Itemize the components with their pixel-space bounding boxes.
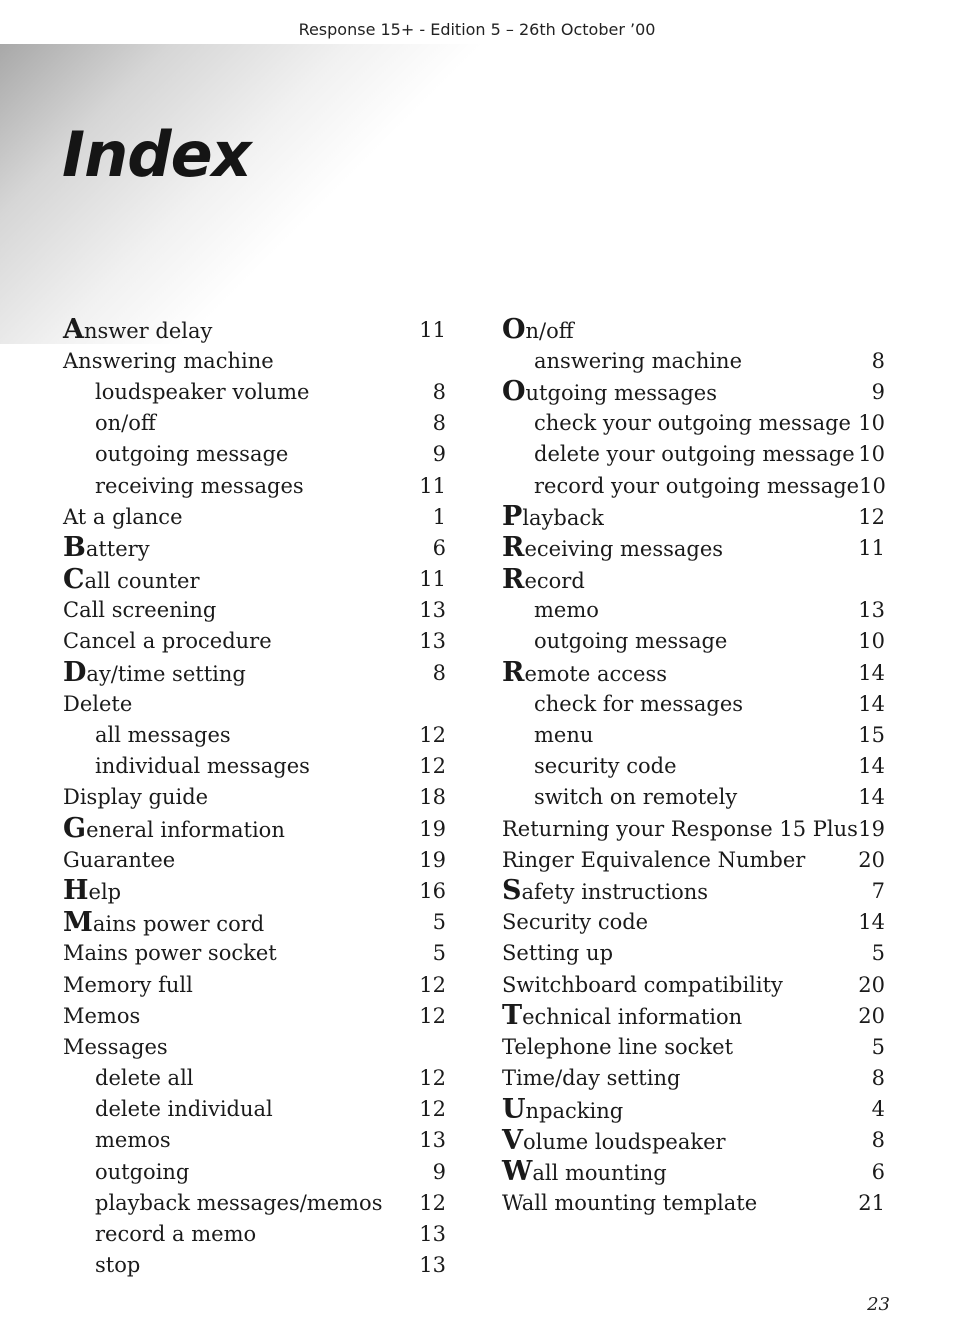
index-entry (502, 1063, 885, 1094)
initial-letter: A (63, 314, 84, 346)
index-entry-text: security code (534, 754, 677, 779)
index-entry (502, 844, 885, 875)
index-entry (502, 595, 885, 626)
index-entry-text: Guarantee (63, 847, 176, 872)
index-entry (63, 657, 446, 688)
index-entry-term (63, 692, 132, 716)
index-entry-text: utgoing messages (525, 381, 718, 406)
index-entry (63, 938, 446, 969)
index-entry-term (63, 474, 304, 498)
index-entry-term (63, 875, 122, 907)
index-entry-page: 19 (419, 847, 446, 872)
index-entry (502, 564, 885, 595)
index-entry-term (63, 848, 175, 872)
index-entry (502, 470, 885, 501)
index-entry-text: receiving messages (95, 473, 304, 498)
index-entry-term (502, 1035, 733, 1059)
index-entry-term (63, 941, 277, 965)
index-entry-term (502, 314, 574, 346)
index-entry-page: 11 (419, 317, 446, 342)
index-entry-text: Ringer Equivalence Number (502, 847, 806, 872)
index-entry (63, 501, 446, 532)
index-entry-text: ecord (524, 568, 585, 593)
index-entry-page: 10 (858, 629, 885, 654)
index-entry-page: 18 (419, 785, 446, 810)
index-entry-text: Telephone line socket (502, 1034, 734, 1059)
index-entry-term (502, 563, 585, 595)
index-entry-term (63, 813, 285, 845)
index-entry (63, 1187, 446, 1218)
index-entry-term (63, 1253, 140, 1277)
index-entry-text: outgoing message (534, 629, 728, 654)
index-entry-page: 14 (858, 785, 885, 810)
initial-letter: T (502, 1000, 523, 1032)
index-entry (63, 782, 446, 813)
index-entry-page: 5 (432, 910, 446, 935)
index-entry (502, 938, 885, 969)
index-entry-text: memo (534, 598, 599, 623)
index-column-right (502, 314, 885, 1218)
index-entry-page: 13 (419, 1222, 446, 1247)
running-header: Response 15+ - Edition 5 – 26th October ’00 (298, 20, 656, 39)
index-entry-text: Call screening (63, 598, 217, 623)
index-entry-text: outgoing (95, 1159, 190, 1184)
index-entry-page: 9 (871, 379, 885, 404)
index-entry-text: eneral information (86, 818, 285, 843)
corner-gradient (0, 44, 480, 344)
initial-letter: H (63, 875, 89, 907)
index-entry (502, 1125, 885, 1156)
index-entry (502, 1031, 885, 1062)
index-entry-term (63, 629, 272, 653)
index-entry (63, 1000, 446, 1031)
index-entry (63, 1125, 446, 1156)
index-entry-text: layback (522, 506, 604, 531)
index-entry-page: 8 (432, 379, 446, 404)
index-entry-term (502, 532, 724, 564)
index-entry (63, 408, 446, 439)
index-entry-page: 13 (419, 1128, 446, 1153)
index-entry (63, 1094, 446, 1125)
index-entry (63, 439, 446, 470)
index-entry-term (502, 501, 604, 533)
index-entry (502, 719, 885, 750)
index-entry-text: delete all (95, 1066, 194, 1091)
index-entry-term (502, 1093, 624, 1125)
index-entry-term (63, 349, 274, 373)
index-entry (502, 501, 885, 532)
index-entry-text: Returning your Response 15 Plus (502, 816, 858, 841)
index-entry (502, 969, 885, 1000)
index-entry-text: olume loudspeaker (522, 1129, 726, 1154)
index-entry-page: 19 (858, 816, 885, 841)
index-entry-text: n/off (525, 319, 574, 344)
index-entry-term (63, 442, 288, 466)
index-entry-text: all mounting (532, 1161, 667, 1186)
index-entry-page: 12 (419, 972, 446, 997)
index-entry-term (63, 598, 216, 622)
index-entry-page: 12 (419, 1066, 446, 1091)
index-entry (63, 813, 446, 844)
index-entry-page: 5 (432, 941, 446, 966)
index-entry (502, 1187, 885, 1218)
index-entry (502, 782, 885, 813)
index-entry-text: Setting up (502, 941, 614, 966)
index-entry (63, 969, 446, 1000)
index-entry-text: all counter (84, 568, 200, 593)
index-entry-term (502, 411, 851, 435)
index-entry-term (63, 380, 309, 404)
index-entry-page: 9 (432, 442, 446, 467)
index-entry-page: 14 (858, 754, 885, 779)
initial-letter: C (63, 563, 85, 595)
index-entry (502, 1094, 885, 1125)
index-entry (63, 345, 446, 376)
index-entry-term (502, 1124, 726, 1156)
index-entry-term (502, 754, 677, 778)
index-entry (63, 1156, 446, 1187)
index-entry-page: 8 (871, 1128, 885, 1153)
index-entry-page: 10 (858, 411, 885, 436)
index-entry (502, 532, 885, 563)
initial-letter: U (502, 1093, 526, 1125)
index-entry-term (63, 1222, 256, 1246)
index-entry (63, 1218, 446, 1249)
initial-letter: O (502, 376, 526, 408)
index-entry-page: 4 (871, 1097, 885, 1122)
initial-letter: R (502, 532, 525, 564)
index-entry (502, 345, 885, 376)
initial-letter: O (502, 314, 526, 346)
index-entry (502, 907, 885, 938)
initial-letter: R (502, 563, 525, 595)
index-entry-text: Mains power socket (63, 941, 277, 966)
index-entry-term (502, 629, 727, 653)
index-entry-page: 9 (432, 1159, 446, 1184)
initial-letter: G (63, 813, 87, 845)
index-entry (502, 314, 885, 345)
initial-letter: S (502, 875, 522, 907)
index-entry (63, 626, 446, 657)
index-entry-text: all messages (95, 723, 231, 748)
index-entry-text: memos (95, 1128, 171, 1153)
index-entry-text: on/off (95, 411, 156, 436)
index-entry-page: 11 (419, 473, 446, 498)
index-entry-term (63, 1066, 194, 1090)
index-entry-term (502, 785, 737, 809)
index-entry-term (502, 723, 593, 747)
index-entry-page: 14 (858, 910, 885, 935)
index-entry-page: 12 (419, 1003, 446, 1028)
index-entry (502, 1156, 885, 1187)
index-entry-term (502, 848, 805, 872)
index-entry-text: nswer delay (83, 319, 213, 344)
index-entry-page: 12 (419, 723, 446, 748)
index-entry-page: 14 (858, 691, 885, 716)
index-entry-page: 12 (419, 754, 446, 779)
index-entry-term (502, 349, 742, 373)
index-entry (502, 439, 885, 470)
index-entry-term (502, 657, 668, 689)
page-number: 23 (867, 1294, 890, 1315)
index-entry-text: Display guide (63, 785, 209, 810)
index-entry-term (502, 817, 858, 841)
index-entry-text: afety instructions (521, 880, 709, 905)
index-entry (502, 626, 885, 657)
index-entry-page: 20 (858, 972, 885, 997)
index-entry-page: 21 (858, 1190, 885, 1215)
index-entry-term (63, 1035, 168, 1059)
index-entry-page: 8 (432, 660, 446, 685)
index-entry-term (502, 1066, 680, 1090)
index-entry-text: Switchboard compatibility (502, 972, 783, 997)
index-entry-text: ay/time setting (86, 662, 246, 687)
index-entry (63, 532, 446, 563)
index-entry-page: 10 (858, 442, 885, 467)
index-entry (63, 470, 446, 501)
index-entry-term (63, 314, 213, 346)
index-entry-page: 11 (419, 567, 446, 592)
index-entry-term (502, 910, 648, 934)
index-entry-term (63, 1097, 273, 1121)
index-entry-page: 5 (871, 1034, 885, 1059)
index-entry-text: Security code (502, 910, 649, 935)
index-entry-page: 16 (419, 878, 446, 903)
index-entry (502, 1000, 885, 1031)
index-entry-text: record a memo (95, 1222, 257, 1247)
index-entry-page: 13 (419, 629, 446, 654)
index-entry-text: loudspeaker volume (95, 379, 310, 404)
initial-letter: B (63, 532, 86, 564)
index-entry-term (63, 563, 200, 595)
index-entry-term (502, 973, 783, 997)
index-entry-text: menu (534, 723, 594, 748)
index-entry-text: playback messages/memos (95, 1190, 383, 1215)
index-entry-page: 15 (858, 723, 885, 748)
index-entry-text: Messages (63, 1034, 168, 1059)
index-entry-text: record your outgoing message (534, 473, 860, 498)
index-entry-page: 13 (419, 1253, 446, 1278)
index-entry (502, 875, 885, 906)
index-entry-text: attery (85, 537, 150, 562)
index-entry-page: 10 (859, 473, 886, 498)
initial-letter: P (502, 501, 523, 533)
index-entry-term (502, 941, 613, 965)
index-entry-term (63, 906, 265, 938)
index-entry-term (63, 723, 231, 747)
index-entry-text: delete individual (95, 1097, 273, 1122)
index-entry-page: 11 (858, 535, 885, 560)
index-entry-text: check for messages (534, 691, 744, 716)
index-entry (502, 376, 885, 407)
index-entry (502, 688, 885, 719)
initial-letter: V (502, 1124, 523, 1156)
page-title: Index (62, 118, 251, 191)
index-entry-term (63, 754, 310, 778)
index-entry-page: 14 (858, 660, 885, 685)
index-entry-text: ains power cord (92, 911, 265, 936)
index-entry (63, 595, 446, 626)
index-entry-text: Wall mounting template (502, 1190, 758, 1215)
index-entry-text: echnical information (522, 1005, 743, 1030)
index-entry-text: delete your outgoing message (534, 442, 855, 467)
index-entry-text: Cancel a procedure (63, 629, 272, 654)
index-entry-text: npacking (525, 1098, 624, 1123)
index-entry-text: eceiving messages (524, 537, 724, 562)
index-entry-term (63, 657, 246, 689)
index-entry-page: 8 (432, 411, 446, 436)
index-entry (502, 408, 885, 439)
index-entry-page: 20 (858, 1003, 885, 1028)
index-column-left (63, 314, 446, 1281)
index-entry (63, 844, 446, 875)
index-entry-term (502, 474, 859, 498)
index-entry-page: 12 (419, 1097, 446, 1122)
index-entry (63, 314, 446, 345)
index-entry-page: 6 (871, 1159, 885, 1184)
index-entry-page: 13 (419, 598, 446, 623)
index-entry-text: Memos (63, 1003, 141, 1028)
index-entry-term (63, 973, 193, 997)
index-entry-term (63, 532, 150, 564)
index-entry (502, 751, 885, 782)
index-entry-term (63, 1160, 189, 1184)
index-entry-term (502, 1000, 743, 1032)
index-entry-text: check your outgoing message (534, 411, 851, 436)
index-entry (63, 376, 446, 407)
index-entry-term (502, 1191, 757, 1215)
index-entry-text: Delete (63, 691, 133, 716)
index-entry-text: At a glance (63, 504, 183, 529)
index-entry-text: answering machine (534, 348, 743, 373)
index-entry-text: Answering machine (63, 348, 274, 373)
index-entry-term (502, 442, 855, 466)
index-entry-term (63, 505, 183, 529)
index-entry (63, 875, 446, 906)
index-entry-text: outgoing message (95, 442, 289, 467)
index-entry-text: Time/day setting (502, 1066, 681, 1091)
index-entry-page: 20 (858, 847, 885, 872)
index-entry (63, 751, 446, 782)
index-entry-term (502, 376, 718, 408)
index-entry (63, 1250, 446, 1281)
index-entry-page: 5 (871, 941, 885, 966)
index-entry-term (63, 411, 156, 435)
index-entry-text: stop (95, 1253, 141, 1278)
index-entry-term (63, 1191, 382, 1215)
index-entry-term (502, 875, 709, 907)
initial-letter: W (502, 1156, 533, 1188)
index-entry-text: Memory full (63, 972, 193, 997)
index-entry-page: 6 (432, 535, 446, 560)
initial-letter: D (63, 657, 87, 689)
index-entry (63, 564, 446, 595)
index-entry-page: 12 (419, 1190, 446, 1215)
index-entry-term (63, 1004, 140, 1028)
initial-letter: R (502, 657, 525, 689)
index-entry (63, 688, 446, 719)
index-entry-term (502, 692, 743, 716)
index-entry-page: 7 (871, 878, 885, 903)
index-entry (63, 1063, 446, 1094)
index-entry (502, 657, 885, 688)
initial-letter: M (63, 906, 93, 938)
index-entry-text: emote access (524, 662, 668, 687)
index-entry (502, 813, 885, 844)
index-entry-page: 8 (871, 348, 885, 373)
index-entry-term (63, 1128, 171, 1152)
index-entry-term (502, 598, 599, 622)
index-entry-text: elp (88, 880, 122, 905)
index-entry (63, 907, 446, 938)
index-entry-text: individual messages (95, 754, 310, 779)
index-entry (63, 719, 446, 750)
index-entry (63, 1031, 446, 1062)
index-entry-term (502, 1156, 667, 1188)
index-entry-page: 19 (419, 816, 446, 841)
index-entry-page: 13 (858, 598, 885, 623)
index-entry-page: 8 (871, 1066, 885, 1091)
index-entry-page: 1 (432, 504, 446, 529)
index-entry-term (63, 785, 208, 809)
index-entry-page: 12 (858, 504, 885, 529)
index-entry-text: switch on remotely (534, 785, 738, 810)
